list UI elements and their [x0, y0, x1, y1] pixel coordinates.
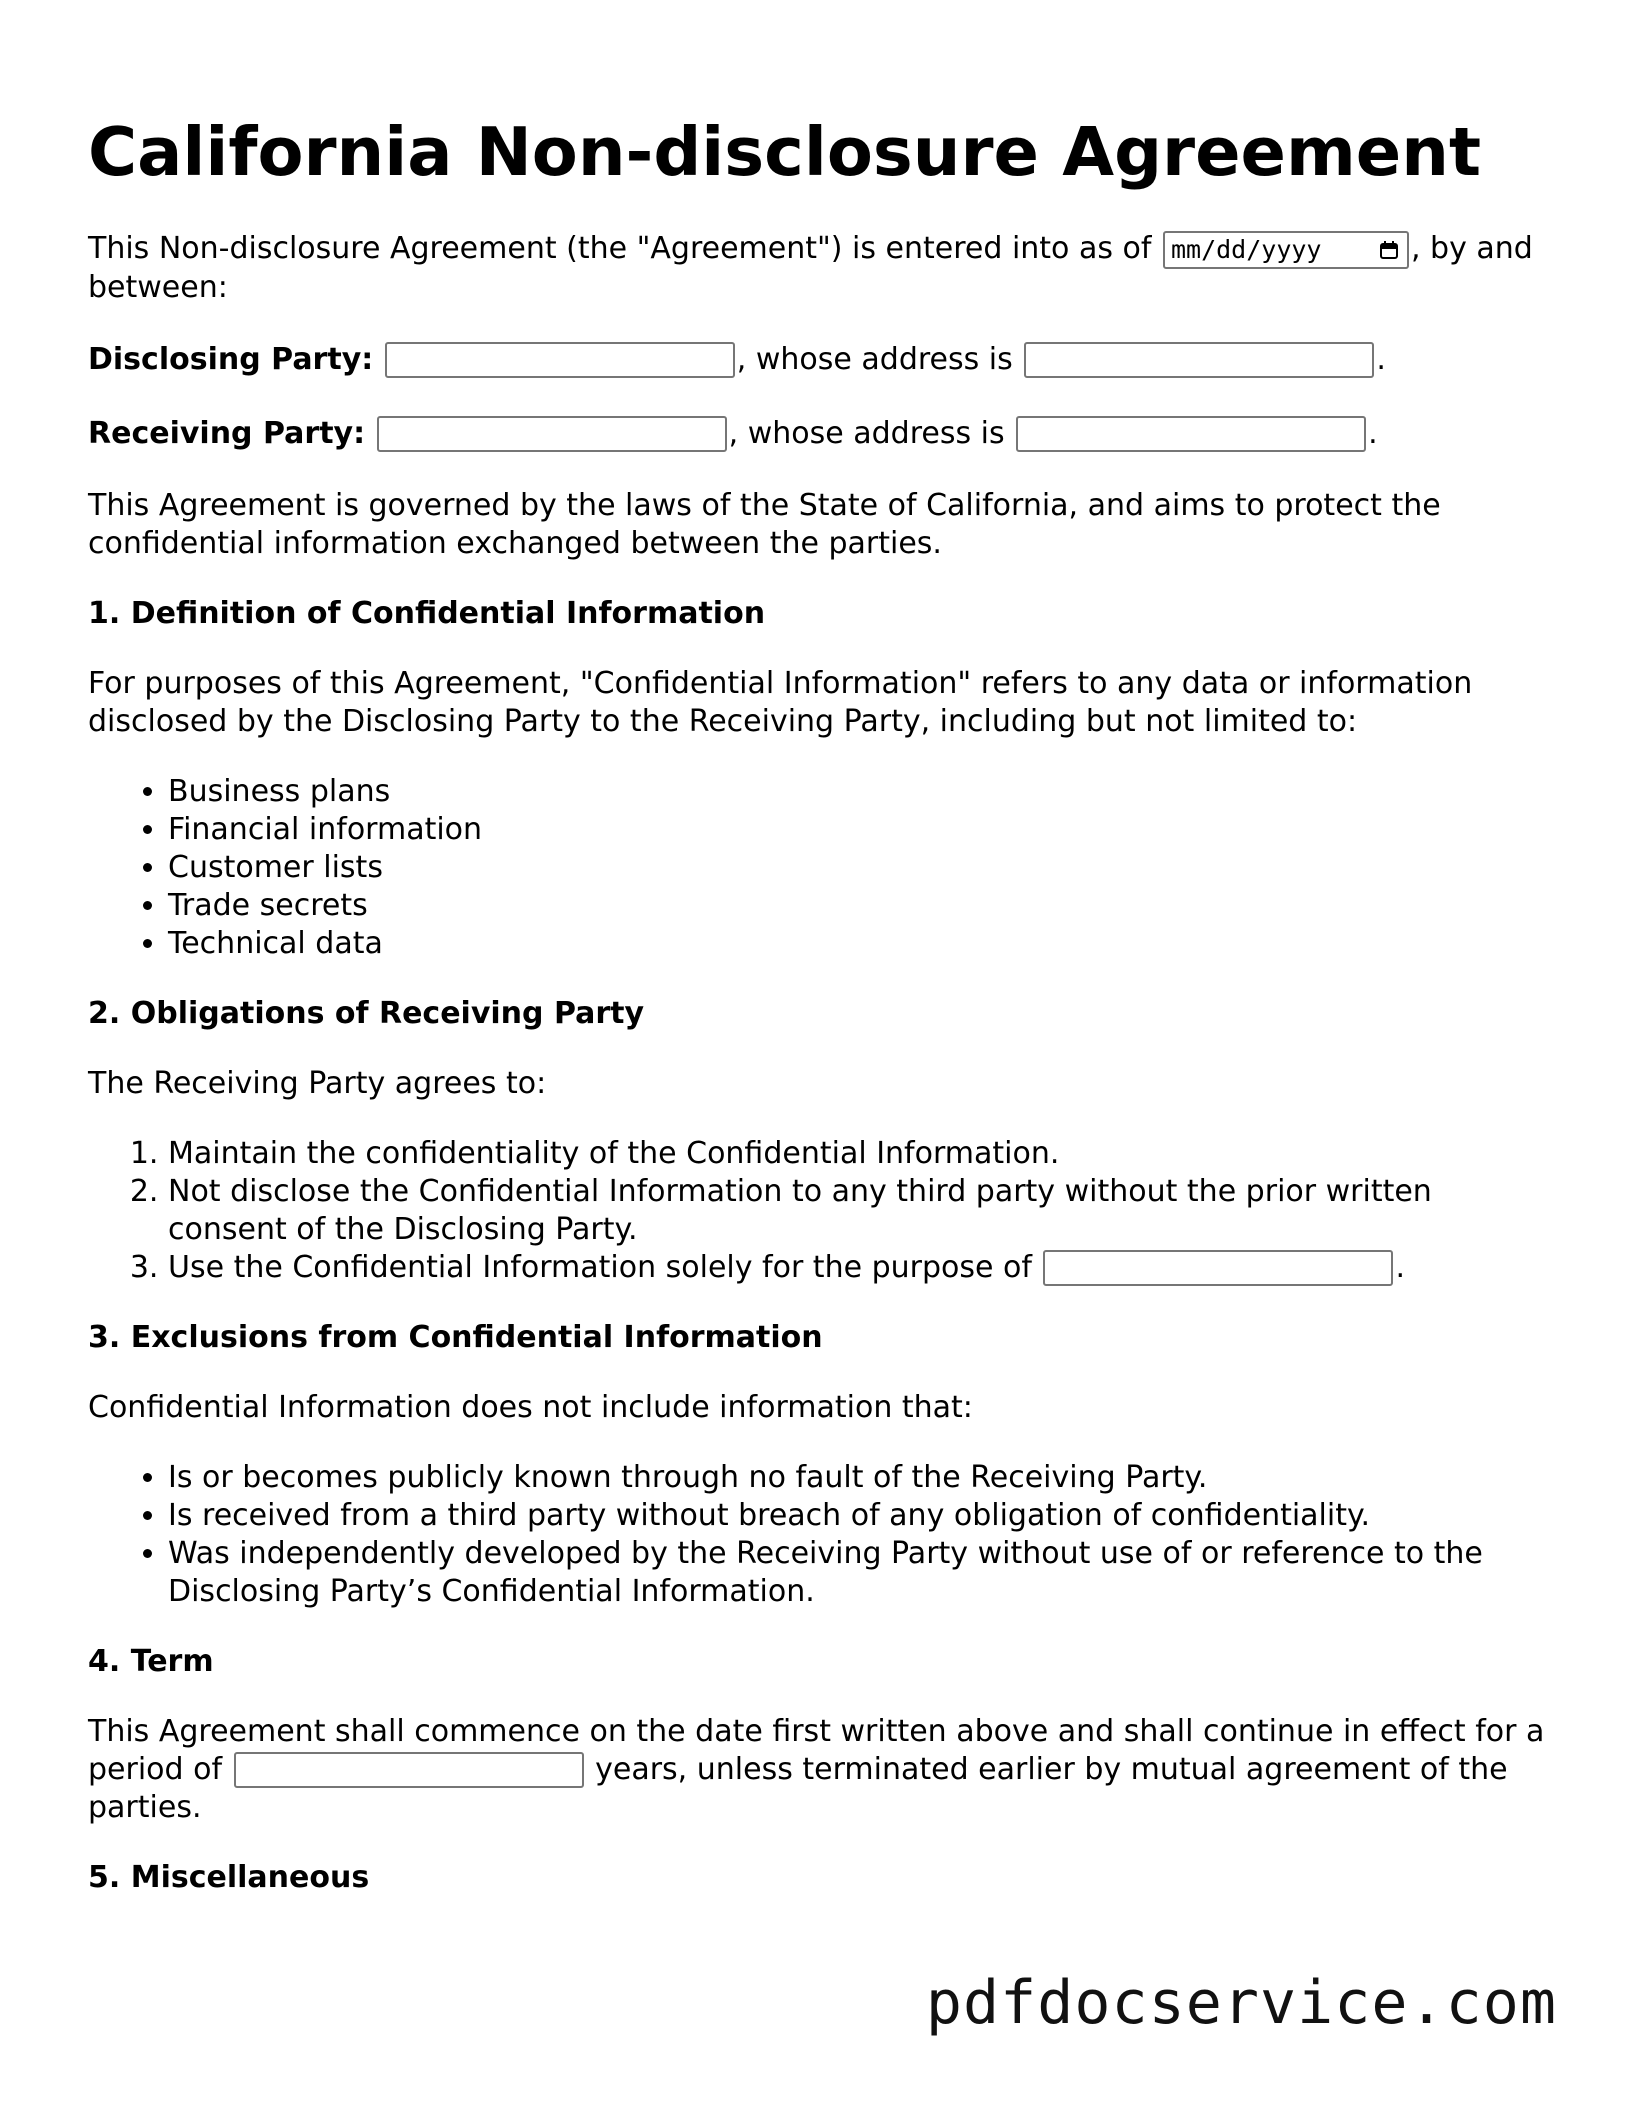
governing-law-paragraph: This Agreement is governed by the laws of the State of California, and aims to protect the confidential information exchanged between the parties. [88, 487, 1441, 561]
period: . [1395, 1249, 1405, 1285]
list-item: • Technical data [168, 925, 1548, 963]
agreement-date-input[interactable] [1163, 231, 1409, 269]
list-item: • Trade secrets [168, 887, 1548, 925]
term-years-input[interactable] [234, 1752, 584, 1788]
intro-text: This Non-disclosure Agreement (the "Agreement") is entered into as of [88, 231, 1152, 266]
purpose-input[interactable] [1043, 1250, 1393, 1286]
disclosing-address-text: , whose address is [736, 341, 1013, 377]
receiving-party-name-input[interactable] [377, 416, 727, 452]
term-text: This Agreement shall commence on the date first written above and shall continue in effect for a period of [88, 1713, 1545, 1787]
section-text: The Receiving Party agrees to: [88, 1065, 547, 1101]
receiving-party-label: Receiving Party: [88, 415, 366, 451]
document-page [88, 100, 1548, 1929]
section-heading: 2. Obligations of Receiving Party [88, 995, 645, 1031]
date-placeholder: mm/dd/yyyy [1170, 234, 1322, 264]
receiving-address-text: , whose address is [728, 415, 1005, 451]
disclosing-party-name-input[interactable] [385, 342, 735, 378]
intro-paragraph [88, 230, 1548, 307]
list-item: • Is or becomes publicly known through no fault of the Receiving Party. [168, 1459, 1548, 1497]
section-heading: 3. Exclusions from Confidential Information [88, 1319, 823, 1355]
section-text: For purposes of this Agreement, "Confidential Information" refers to any data or information disclosed by the Disclosing Party to the Receiving Party, including but not limited to: [88, 665, 1473, 739]
list-item: • Customer lists [168, 849, 1548, 887]
period: . [1368, 415, 1378, 451]
list-item: 2. Not disclose the Confidential Information to any third party without the prior written consent of the Disclosing Party. [168, 1173, 1548, 1249]
list-item: • Was independently developed by the Receiving Party without use of or reference to the Disclosing Party’s Confidential Information. [168, 1535, 1548, 1611]
list-item: 1. Maintain the confidentiality of the Confidential Information. [168, 1135, 1548, 1173]
disclosing-party-label: Disclosing Party: [88, 341, 374, 377]
section-heading: 4. Term [88, 1643, 214, 1679]
exclusions-list [88, 1459, 1548, 1611]
list-item: • Is received from a third party without breach of any obligation of confidentiality. [168, 1497, 1548, 1535]
list-item: • Financial information [168, 811, 1548, 849]
period: . [1376, 341, 1386, 377]
document-title: California Non-disclosure Agreement [88, 113, 1481, 191]
intro-text-end: , by and between: [88, 231, 1533, 305]
list-item: • Business plans [168, 773, 1548, 811]
section-heading: 1. Definition of Confidential Information [88, 595, 766, 631]
section-heading: 5. Miscellaneous [88, 1859, 370, 1895]
obligations-list [88, 1135, 1548, 1287]
watermark-footer: pdfdocservice.com [925, 1968, 1557, 2038]
list-item [168, 1249, 1548, 1287]
section-text: Confidential Information does not include information that: [88, 1389, 973, 1425]
term-text-end: years, unless terminated earlier by mutual agreement of the parties. [88, 1751, 1508, 1825]
calendar-icon[interactable] [1379, 240, 1399, 260]
receiving-party-address-input[interactable] [1016, 416, 1366, 452]
receiving-party-line [88, 413, 1548, 455]
confidential-info-list [88, 773, 1548, 963]
list-item-text: Use the Confidential Information solely for the purpose of [168, 1249, 1032, 1285]
disclosing-party-line [88, 339, 1548, 381]
term-paragraph [88, 1713, 1548, 1827]
disclosing-party-address-input[interactable] [1024, 342, 1374, 378]
